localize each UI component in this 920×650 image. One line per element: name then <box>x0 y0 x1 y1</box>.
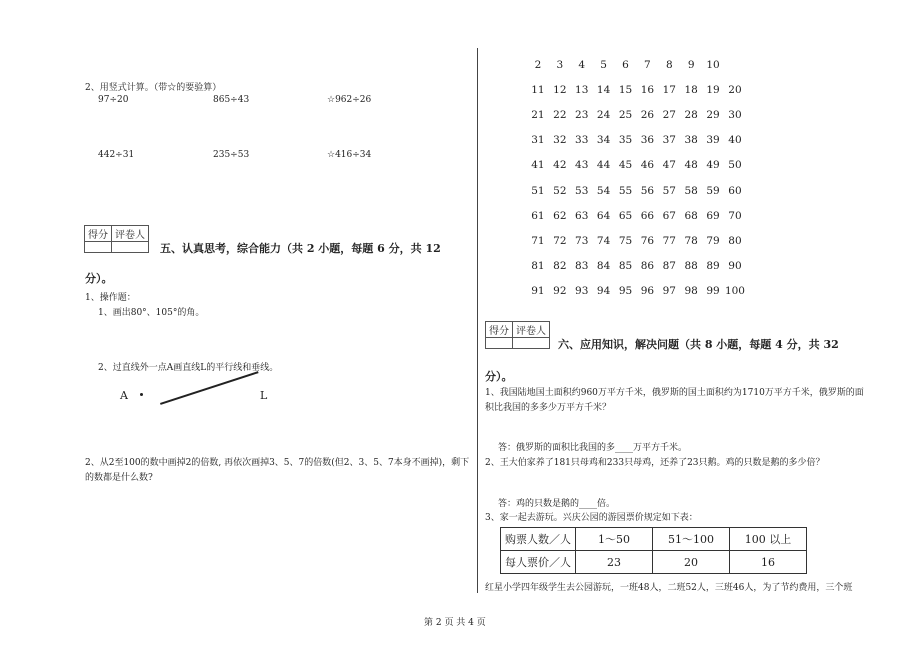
grid-row <box>527 77 747 102</box>
grid-number: 22 <box>553 108 567 121</box>
table-header-cell: 每人票价／人 <box>501 551 576 574</box>
q1-answer: 答：俄罗斯的面积比我国的多____万平方千米。 <box>498 443 688 453</box>
score-box <box>84 225 149 253</box>
grid-number: 19 <box>706 83 720 96</box>
grid-number: 52 <box>553 184 567 197</box>
table-cell: 51～100 <box>653 528 730 551</box>
grid-number: 10 <box>706 58 720 71</box>
line-l <box>160 371 258 404</box>
grid-number: 29 <box>706 108 720 121</box>
q3-line: 3、家一起去游玩。兴庆公园的游园票价规定如下表： <box>485 513 698 523</box>
grid-number: 28 <box>684 108 698 121</box>
q1-line2: 积比我国的多多少万平方千米？ <box>485 403 612 413</box>
point-a-label: A <box>120 389 128 402</box>
grid-row <box>527 102 747 127</box>
calc-item: 97÷20 <box>98 95 129 105</box>
grid-number: 49 <box>706 159 720 172</box>
grid-number: 78 <box>684 234 698 247</box>
grid-number: 14 <box>596 83 611 96</box>
q2-title: 2、用竖式计算。（带☆的要验算） <box>85 83 222 93</box>
section6-title: 六、应用知识，解决问题（共 8 小题，每题 4 分，共 32 <box>558 338 839 351</box>
grid-number: 74 <box>596 234 611 247</box>
grid-number: 27 <box>662 108 676 121</box>
grid-number: 35 <box>618 134 633 147</box>
grid-number: 83 <box>575 260 589 273</box>
grid-number: 63 <box>575 209 589 222</box>
grid-number: 94 <box>596 285 611 298</box>
grid-number: 61 <box>531 209 545 222</box>
grid-row <box>527 178 747 203</box>
grid-row <box>527 128 747 153</box>
op-item-2: 2、过直线外一点A画直线L的平行线和垂线。 <box>98 363 279 373</box>
grid-number: 2 <box>534 58 542 71</box>
grid-number: 65 <box>618 209 633 222</box>
grid-number: 25 <box>618 108 633 121</box>
grid-number: 30 <box>728 108 742 121</box>
calc-item: ☆416÷34 <box>327 150 372 160</box>
grid-number: 23 <box>575 108 589 121</box>
grid-number: 86 <box>640 260 655 273</box>
section5-tail: 分）。 <box>85 272 113 285</box>
grid-number: 92 <box>553 285 567 298</box>
grid-number: 76 <box>640 234 655 247</box>
grid-number: 48 <box>684 159 698 172</box>
grid-number: 13 <box>575 83 589 96</box>
grid-number: 82 <box>553 260 567 273</box>
grid-number: 53 <box>575 184 589 197</box>
grid-number: 88 <box>684 260 698 273</box>
grid-number: 5 <box>600 58 607 71</box>
grid-row <box>527 52 747 77</box>
grid-number: 24 <box>596 108 611 121</box>
section5-title: 五、认真思考，综合能力（共 2 小题，每题 6 分，共 12 <box>160 242 441 255</box>
grid-number: 39 <box>706 134 720 147</box>
grid-number: 69 <box>706 209 720 222</box>
grid-number: 96 <box>640 285 655 298</box>
grader-label: 评卷人 <box>513 322 550 338</box>
grid-number: 26 <box>640 108 655 121</box>
number-grid <box>527 52 747 304</box>
grid-number: 44 <box>596 159 611 172</box>
grid-number: 98 <box>684 285 698 298</box>
grid-number: 77 <box>662 234 676 247</box>
point-a-dot <box>140 393 143 396</box>
grid-number: 62 <box>553 209 567 222</box>
grader-cell <box>513 338 550 349</box>
grid-number: 70 <box>728 209 742 222</box>
table-cell: 16 <box>730 551 807 574</box>
score-label: 得分 <box>85 226 112 242</box>
grid-number: 68 <box>684 209 698 222</box>
page-footer: 第 2 页 共 4 页 <box>424 618 486 628</box>
grid-number: 79 <box>706 234 720 247</box>
grid-number: 37 <box>662 134 676 147</box>
grid-number: 58 <box>684 184 698 197</box>
grid-number: 97 <box>662 285 676 298</box>
grid-number: 75 <box>618 234 633 247</box>
grid-number: 8 <box>665 58 673 71</box>
grid-number: 38 <box>684 134 698 147</box>
score-cell <box>486 338 513 349</box>
grid-number: 47 <box>662 159 676 172</box>
table-row <box>501 551 807 574</box>
grid-number: 54 <box>596 184 611 197</box>
grid-number: 64 <box>596 209 611 222</box>
price-table <box>500 527 807 574</box>
grid-number: 99 <box>706 285 720 298</box>
q2-line: 2、王大伯家养了181只母鸡和233只母鸡，还养了23只鹅。鸡的只数是鹅的多少倍？ <box>485 458 825 468</box>
op-title: 1、操作题： <box>85 293 136 303</box>
grid-number: 16 <box>640 83 655 96</box>
grid-number: 84 <box>596 260 611 273</box>
grid-number: 41 <box>531 159 545 172</box>
grid-number: 89 <box>706 260 720 273</box>
grid-number: 12 <box>553 83 567 96</box>
calc-item: 865÷43 <box>213 95 250 105</box>
grid-row <box>527 254 747 279</box>
grid-number: 85 <box>618 260 633 273</box>
grid-row <box>527 203 747 228</box>
q3-tail: 红星小学四年级学生去公园游玩，一班48人，二班52人，三班46人，为了节约费用，三个班 <box>485 583 853 593</box>
grid-number: 45 <box>618 159 633 172</box>
grid-number: 90 <box>728 260 742 273</box>
grid-number: 91 <box>531 285 545 298</box>
grid-number: 81 <box>531 260 545 273</box>
grid-number: 72 <box>553 234 567 247</box>
grid-number: 56 <box>640 184 655 197</box>
table-row <box>501 528 807 551</box>
op-item-1: 1、画出80°、105°的角。 <box>98 308 205 318</box>
grid-number: 42 <box>553 159 567 172</box>
grid-number: 43 <box>575 159 589 172</box>
line-l-label: L <box>260 389 268 402</box>
q1-line1: 1、我国陆地国土面积约960万平方千米，俄罗斯的国土面积约为1710万平方千米，俄罗斯的面 <box>485 388 864 398</box>
table-cell: 100 以上 <box>730 528 807 551</box>
grid-number: 17 <box>662 83 676 96</box>
grid-number: 55 <box>618 184 633 197</box>
grader-cell <box>112 242 149 253</box>
column-divider <box>477 48 478 593</box>
section6-tail: 分）。 <box>485 370 513 383</box>
table-cell: 23 <box>576 551 653 574</box>
grid-number: 18 <box>684 83 698 96</box>
calc-item: ☆962÷26 <box>327 95 372 105</box>
grid-number: 6 <box>622 58 629 71</box>
grid-number: 9 <box>687 58 695 71</box>
table-cell: 1～50 <box>576 528 653 551</box>
grid-number: 93 <box>575 285 589 298</box>
table-cell: 20 <box>653 551 730 574</box>
grader-label: 评卷人 <box>112 226 149 242</box>
calc-item: 442÷31 <box>98 150 135 160</box>
grid-number: 20 <box>728 83 742 96</box>
grid-number: 59 <box>706 184 720 197</box>
score-cell <box>85 242 112 253</box>
q2-text-line1: 2、从2至100的数中画掉2的倍数, 再依次画掉3、5、7的倍数(但2、3、5、7本身不画掉)，剩下 <box>85 458 470 468</box>
table-header-cell: 购票人数／人 <box>501 528 576 551</box>
grid-number: 32 <box>553 134 567 147</box>
score-label: 得分 <box>486 322 513 338</box>
grid-number: 4 <box>578 58 586 71</box>
grid-number: 87 <box>662 260 676 273</box>
grid-number: 21 <box>531 108 545 121</box>
grid-number: 67 <box>662 209 676 222</box>
calc-item: 235÷53 <box>213 150 250 160</box>
grid-row <box>527 279 747 304</box>
grid-number: 34 <box>596 134 611 147</box>
grid-number: 73 <box>575 234 589 247</box>
grid-number: 71 <box>531 234 545 247</box>
grid-number: 60 <box>728 184 742 197</box>
q2-text-line2: 的数都是什么数? <box>85 473 153 483</box>
grid-number: 51 <box>531 184 545 197</box>
grid-number: 31 <box>531 134 545 147</box>
grid-number: 95 <box>618 285 633 298</box>
grid-number: 57 <box>662 184 676 197</box>
grid-number: 11 <box>531 83 545 96</box>
grid-number: 3 <box>556 58 564 71</box>
q2-answer: 答：鸡的只数是鹅的____倍。 <box>498 499 616 509</box>
grid-row <box>527 153 747 178</box>
grid-number: 36 <box>640 134 655 147</box>
grid-number: 80 <box>728 234 742 247</box>
grid-number: 66 <box>640 209 655 222</box>
grid-number: 46 <box>640 159 655 172</box>
grid-number: 33 <box>575 134 589 147</box>
score-box <box>485 321 550 349</box>
grid-number: 50 <box>728 159 742 172</box>
grid-number: 100 <box>724 285 745 298</box>
grid-number: 7 <box>644 58 651 71</box>
grid-number: 15 <box>618 83 633 96</box>
grid-row <box>527 228 747 253</box>
grid-number: 40 <box>728 134 742 147</box>
